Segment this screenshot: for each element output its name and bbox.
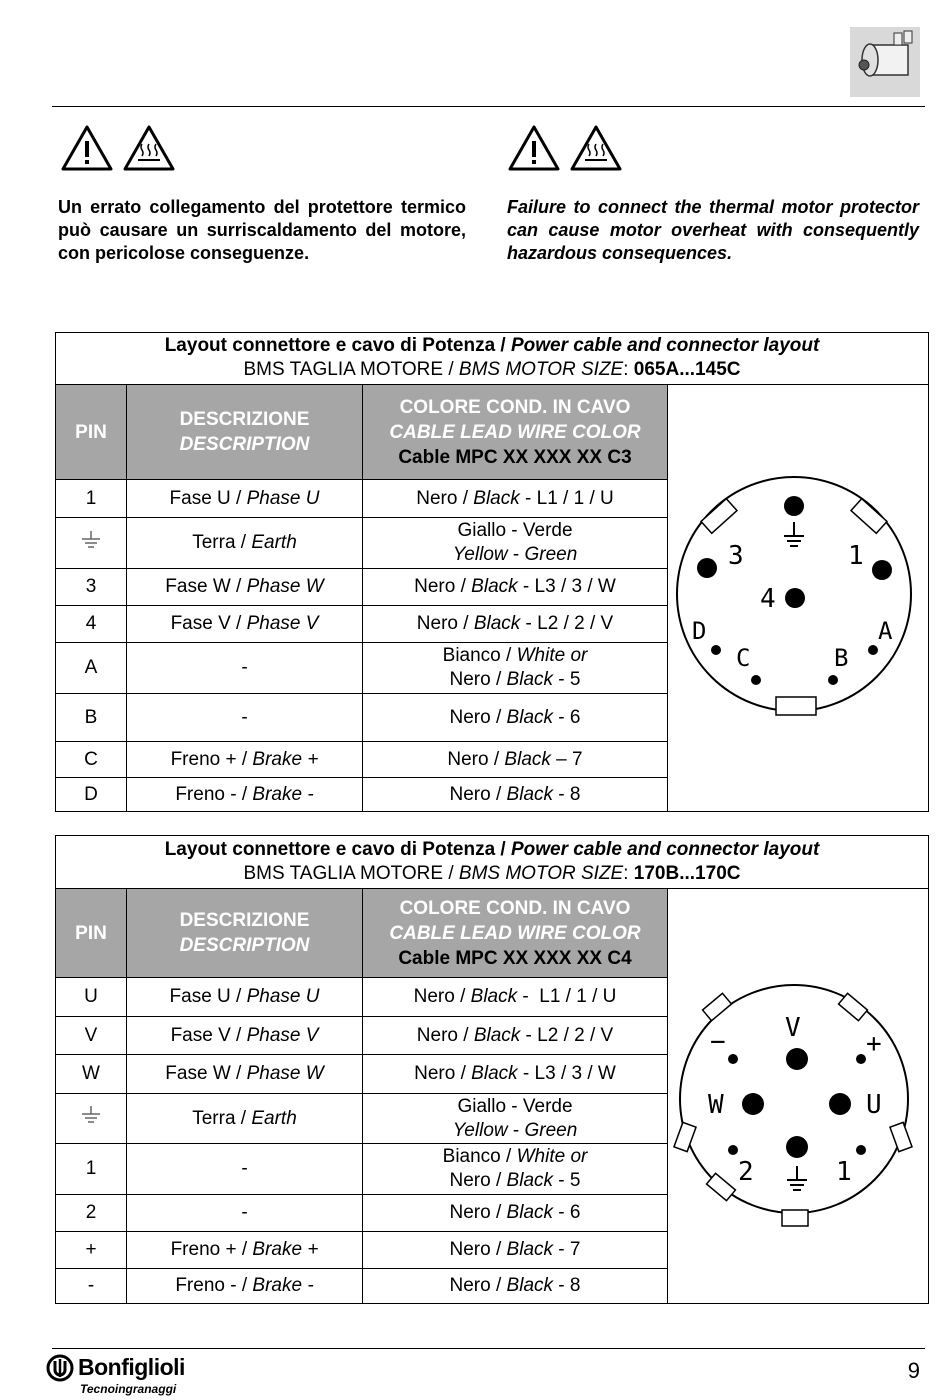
pin-plus-label: + [866,1029,882,1059]
description-cell: Freno + / Brake + [127,742,363,778]
description-cell: Fase V / Phase V [127,606,363,643]
pin-2-dot [728,1145,738,1155]
wire-color-cell: Bianco / White or Nero / Black - 5 [363,1144,668,1195]
wire-color-cell: Nero / Black - L2 / 2 / V [363,606,668,643]
pin-2-label: 2 [738,1157,754,1187]
hot-surface-icon [122,124,176,172]
column-header-wire-color: COLORE COND. IN CAVO CABLE LEAD WIRE COLOR Cable MPC XX XXX XX C3 [363,385,668,480]
wire-color-cell: Nero / Black - L2 / 2 / V [363,1017,668,1055]
wire-color-cell: Nero / Black - 8 [363,1269,668,1304]
pin-cell: 4 [56,606,127,643]
pin-V-dot [786,1048,808,1070]
pin-cell: 1 [56,1144,127,1195]
warning-text-english: Failure to connect the thermal motor protector can cause motor overheat with consequently hazardous consequences. [507,197,919,263]
pin-D-label: D [692,617,707,645]
description-cell: Fase U / Phase U [127,480,363,518]
header-rule [52,106,925,107]
pin-W-label: W [708,1090,724,1120]
warning-icons-it [60,124,176,172]
pin-V-label: V [785,1013,801,1043]
brand-subtitle: Tecnoingranaggi [80,1382,177,1396]
pin-1-label: 1 [836,1157,852,1187]
footer-rule [52,1348,925,1349]
bonfiglioli-logo-icon [46,1354,74,1382]
earth-symbol-cell [56,518,127,569]
wire-color-cell: Giallo - Verde Yellow - Green [363,1094,668,1144]
description-cell: Freno + / Brake + [127,1232,363,1269]
wire-color-cell: Nero / Black - 8 [363,778,668,812]
connector-diagram-065-145 [672,476,926,720]
pin-1-dot [856,1145,866,1155]
description-cell: Fase W / Phase W [127,1055,363,1094]
description-cell: Fase W / Phase W [127,569,363,606]
description-cell: - [127,1195,363,1232]
pin-cell: A [56,643,127,694]
pin-earth-dot [786,1136,808,1158]
table-title: Layout connettore e cavo di Potenza / Power cable and connector layout BMS TAGLIA MOTORE / BMS MOTOR SIZE: 065A...145C [56,333,929,385]
servo-motor-icon [850,27,920,97]
hot-surface-icon [569,124,623,172]
description-cell: Terra / Earth [127,1094,363,1144]
wire-color-cell: Nero / Black - L3 / 3 / W [363,1055,668,1094]
wire-color-cell: Nero / Black - L1 / 1 / U [363,480,668,518]
wire-color-cell: Nero / Black – 7 [363,742,668,778]
column-header-description: DESCRIZIONE DESCRIPTION [127,385,363,480]
warning-icons-en [507,124,623,172]
pin-U-dot [829,1093,851,1115]
warning-text-italian: Un errato collegamento del protettore termico può causare un surriscaldamento del motore, con pericolose conseguenze. [58,197,466,263]
pin-minus-label: − [710,1027,726,1057]
pin-cell: 2 [56,1195,127,1232]
wire-color-cell: Nero / Black - 6 [363,694,668,742]
wire-color-cell: Bianco / White or Nero / Black - 5 [363,643,668,694]
description-cell: - [127,643,363,694]
pin-plus-dot [856,1054,866,1064]
pin-cell: - [56,1269,127,1304]
pin-cell: V [56,1017,127,1055]
connector-diagram-170 [672,984,926,1228]
pin-4-label: 4 [760,584,776,614]
column-header-wire-color: COLORE COND. IN CAVO CABLE LEAD WIRE COLOR Cable MPC XX XXX XX C4 [363,889,668,978]
pin-B-dot [828,675,838,685]
motor-thumbnail-image [850,27,920,97]
pin-D-dot [711,645,721,655]
wire-color-cell: Nero / Black - L1 / 1 / U [363,978,668,1017]
pin-C-dot [751,675,761,685]
earth-ground-icon [80,529,102,551]
description-cell: - [127,694,363,742]
pin-cell: + [56,1232,127,1269]
wire-color-cell: Nero / Black - 6 [363,1195,668,1232]
brand-name: Bonfiglioli [78,1354,185,1380]
pin-cell: B [56,694,127,742]
description-cell: Fase V / Phase V [127,1017,363,1055]
table-title: Layout connettore e cavo di Potenza / Power cable and connector layout BMS TAGLIA MOTORE / BMS MOTOR SIZE: 170B...170C [56,836,929,889]
wire-color-cell: Nero / Black - L3 / 3 / W [363,569,668,606]
pin-3-label: 3 [728,541,744,571]
description-cell: Freno - / Brake - [127,1269,363,1304]
pin-cell: W [56,1055,127,1094]
wire-color-cell: Giallo - Verde Yellow - Green [363,518,668,569]
pin-1-dot [872,560,892,580]
warning-triangle-icon [60,124,114,172]
pin-A-dot [868,645,878,655]
pin-cell: 1 [56,480,127,518]
column-header-pin: PIN [56,385,127,480]
pin-B-label: B [834,644,849,672]
wire-color-cell: Nero / Black - 7 [363,1232,668,1269]
pin-C-label: C [736,644,751,672]
pin-U-label: U [866,1090,882,1120]
pin-earth-dot [784,496,804,516]
description-cell: Terra / Earth [127,518,363,569]
pin-3-dot [697,558,717,578]
pin-4-dot [785,588,805,608]
pin-A-label: A [878,617,893,645]
pin-cell: D [56,778,127,812]
description-cell: Freno - / Brake - [127,778,363,812]
earth-symbol-cell [56,1094,127,1144]
pin-minus-dot [728,1054,738,1064]
warning-triangle-icon [507,124,561,172]
page-number: 9 [907,1358,920,1383]
earth-ground-icon [80,1104,102,1126]
pin-cell: C [56,742,127,778]
pin-1-label: 1 [848,541,864,571]
description-cell: - [127,1144,363,1195]
column-header-description: DESCRIZIONE DESCRIPTION [127,889,363,978]
pin-W-dot [742,1093,764,1115]
pin-cell: U [56,978,127,1017]
pin-cell: 3 [56,569,127,606]
description-cell: Fase U / Phase U [127,978,363,1017]
column-header-pin: PIN [56,889,127,978]
